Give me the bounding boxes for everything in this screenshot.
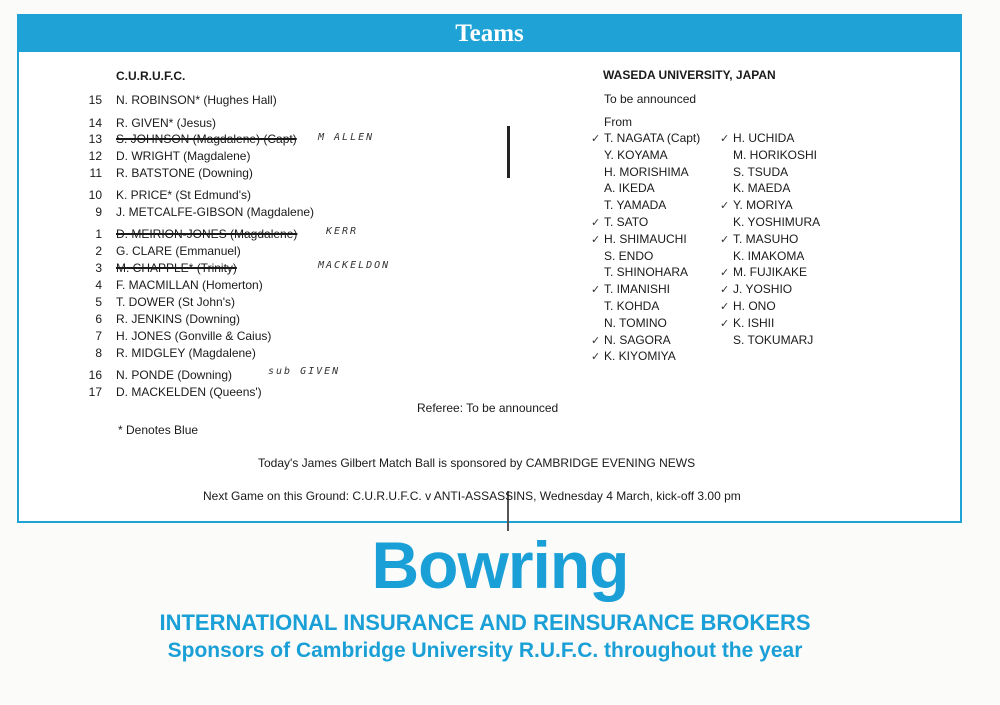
ad-line-2: Sponsors of Cambridge University R.U.F.C. throughout the year [167, 639, 803, 662]
away-player: K. YOSHIMURA [733, 215, 821, 229]
tick-mark-icon: ✓ [720, 267, 730, 280]
away-player: S. ENDO [604, 248, 654, 263]
player-number: 6 [95, 312, 102, 326]
player-name: D. MEIRION-JONES (Magdalene) [116, 227, 298, 241]
away-player: T. YAMADA [604, 198, 667, 213]
tick-mark-icon: ✓ [720, 133, 730, 145]
player-name: D. MACKELDEN (Queens') [116, 385, 262, 399]
player-name: N. ROBINSON* (Hughes Hall) [116, 93, 277, 107]
away-from: From [604, 115, 632, 129]
match-ball-sponsor: Today's James Gilbert Match Ball is sponsored by CAMBRIDGE EVENING NEWS [258, 456, 696, 470]
away-player: N. TOMINO [604, 315, 667, 330]
player-number: 15 [88, 93, 102, 107]
player-name: H. JONES (Gonville & Caius) [116, 329, 272, 343]
away-player: M. FUJIKAKE [733, 265, 808, 280]
home-team-name: C.U.R.U.F.C. [116, 69, 186, 83]
tick-mark-icon: ✓ [720, 284, 730, 297]
player-name: T. DOWER (St John's) [116, 295, 235, 309]
tick-mark-icon: ✓ [591, 284, 601, 297]
player-number: 12 [88, 149, 102, 163]
fold-mark [507, 126, 510, 178]
teams-banner: Teams [19, 16, 960, 52]
away-player: J. YOSHIO [733, 282, 793, 297]
away-player: S. TOKUMARJ [733, 332, 814, 347]
tick-mark-icon: ✓ [591, 351, 601, 364]
away-player: N. SAGORA [604, 332, 671, 347]
player-number: 17 [88, 385, 102, 399]
tick-mark-icon: ✓ [591, 133, 601, 145]
away-player: A. IKEDA [604, 181, 655, 196]
tick-mark-icon: ✓ [591, 233, 601, 246]
player-name: F. MACMILLAN (Homerton) [116, 278, 263, 292]
player-name: G. CLARE (Emmanuel) [116, 244, 241, 258]
away-player: T. MASUHO [733, 231, 799, 246]
away-tba: To be announced [604, 92, 697, 106]
tick-mark-icon: ✓ [591, 334, 601, 347]
player-number: 5 [95, 295, 102, 309]
away-player: H. MORISHIMA [604, 164, 689, 179]
tick-mark-icon: ✓ [720, 200, 730, 213]
handwritten-sub: sub GIVEN [268, 366, 341, 377]
away-player: Y. MORIYA [733, 198, 793, 213]
tick-mark-icon: ✓ [720, 317, 730, 330]
player-number: 1 [95, 227, 102, 241]
player-name: M. CHAPPLE* (Trinity) [116, 261, 237, 275]
player-name: S. JOHNSON (Magdalene) (Capt) [116, 132, 297, 146]
player-name: R. BATSTONE (Downing) [116, 166, 253, 180]
player-name: R. JENKINS (Downing) [116, 312, 241, 326]
away-player: H. ONO [733, 299, 776, 313]
player-number: 4 [95, 278, 102, 292]
player-name: R. GIVEN* (Jesus) [116, 116, 217, 130]
player-number: 13 [88, 132, 102, 146]
away-player: K. IMAKOMA [733, 248, 805, 263]
away-player: T. SATO [604, 215, 649, 229]
player-number: 16 [88, 368, 102, 382]
ad-line-1: INTERNATIONAL INSURANCE AND REINSURANCE BROKERS [159, 610, 811, 635]
bowring-logo: Bowring [371, 528, 629, 602]
away-player: H. SHIMAUCHI [604, 231, 687, 246]
player-number: 2 [95, 244, 102, 258]
player-number: 3 [95, 261, 102, 275]
away-player: H. UCHIDA [733, 131, 795, 145]
away-player: K. ISHII [733, 315, 775, 330]
away-player: T. SHINOHARA [604, 265, 689, 280]
player-number: 10 [88, 188, 102, 202]
player-number: 8 [95, 346, 102, 360]
away-player: T. NAGATA (Capt) [604, 131, 701, 145]
player-number: 11 [89, 166, 102, 180]
player-name: J. METCALFE-GIBSON (Magdalene) [116, 205, 315, 219]
tick-mark-icon: ✓ [591, 217, 601, 229]
away-player: T. IMANISHI [604, 282, 671, 297]
player-name: D. WRIGHT (Magdalene) [116, 149, 251, 163]
player-number: 14 [88, 116, 102, 130]
player-number: 9 [95, 205, 102, 219]
away-player: S. TSUDA [733, 164, 789, 179]
player-name: N. PONDE (Downing) [116, 368, 233, 382]
player-number: 7 [95, 329, 102, 343]
player-name: K. PRICE* (St Edmund's) [116, 188, 251, 202]
tick-mark-icon: ✓ [720, 233, 730, 246]
away-team-name: WASEDA UNIVERSITY, JAPAN [603, 68, 776, 82]
player-name: R. MIDGLEY (Magdalene) [116, 346, 256, 360]
away-player: T. KOHDA [604, 299, 660, 313]
handwritten-allen: M ALLEN [318, 132, 375, 143]
away-player: Y. KOYAMA [604, 147, 668, 162]
referee: Referee: To be announced [417, 401, 559, 415]
away-player: M. HORIKOSHI [733, 147, 818, 162]
next-game: Next Game on this Ground: C.U.R.U.F.C. v ANTI-ASSASSINS, Wednesday 4 March, kick-off 3.00 pm [203, 489, 741, 503]
away-player: K. KIYOMIYA [604, 349, 676, 364]
handwritten-kerr: KERR [326, 226, 359, 237]
handwritten-mackeldon: MACKELDON [318, 260, 391, 271]
away-player: K. MAEDA [733, 181, 791, 196]
footnote: * Denotes Blue [118, 423, 199, 437]
tick-mark-icon: ✓ [720, 301, 730, 313]
